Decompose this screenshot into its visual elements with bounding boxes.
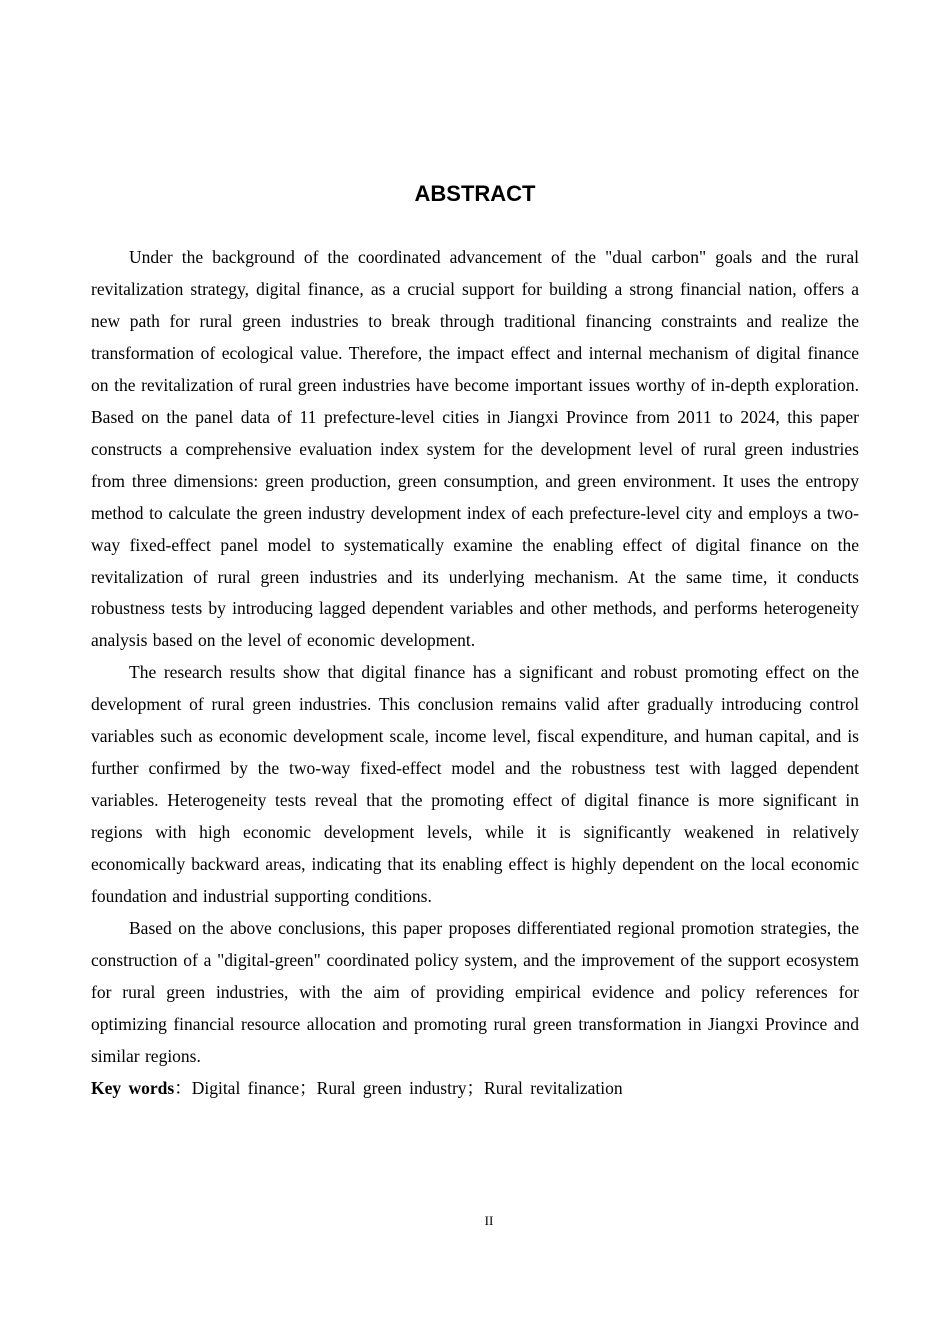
abstract-paragraph-2: The research results show that digital finance has a significant and robust promoting effect on the development of rural green industries. This conclusion remains valid after gradually introducing control variables such as economic development scale, income level, fiscal expenditure, and human capital, and is further confirmed by the two-way fixed-effect model and the robustness test with lagged dependent variables. Heterogeneity tests reveal that the promoting effect of digital finance is more significant in regions with high economic development levels, while it is significantly weakened in relatively economically backward areas, indicating that its enabling effect is highly dependent on the local economic foundation and industrial supporting conditions.	[91, 662, 859, 907]
keywords-separator: ：	[174, 1077, 192, 1098]
keywords-text: Digital finance；Rural green industry；Rural revitalization	[191, 1077, 623, 1098]
keywords-label: Key words	[91, 1077, 175, 1098]
page-number: II	[484, 1213, 494, 1228]
abstract-paragraph-3: Based on the above conclusions, this paper proposes differentiated regional promotion strategies, the construction of a "digital-green" coordinated policy system, and the improvement of the support ecosystem for rural green industries, with the aim of providing empirical evidence and policy references for optimizing financial resource allocation and promoting rural green transformation in Jiangxi Province and similar regions.	[91, 918, 859, 1066]
abstract-body	[91, 242, 859, 1105]
abstract-title: ABSTRACT	[414, 181, 536, 206]
abstract-paragraph-1: Under the background of the coordinated advancement of the "dual carbon" goals and the rural revitalization strategy, digital finance, as a crucial support for building a strong financial nation, offers a new path for rural green industries to break through traditional financing constraints and realize the transformation of ecological value. Therefore, the impact effect and internal mechanism of digital finance on the revitalization of rural green industries have become important issues worthy of in-depth exploration. Based on the panel data of 11 prefecture-level cities in Jiangxi Province from 2011 to 2024, this paper constructs a comprehensive evaluation index system for the development level of rural green industries from three dimensions: green production, green consumption, and green environment. It uses the entropy method to calculate the green industry development index of each prefecture-level city and employs a two-way fixed-effect panel model to systematically examine the enabling effect of digital finance on the revitalization of rural green industries and its underlying mechanism. At the same time, it conducts robustness tests by introducing lagged dependent variables and other methods, and performs heterogeneity analysis based on the level of economic development.	[91, 247, 859, 651]
keywords-line	[91, 1073, 859, 1105]
